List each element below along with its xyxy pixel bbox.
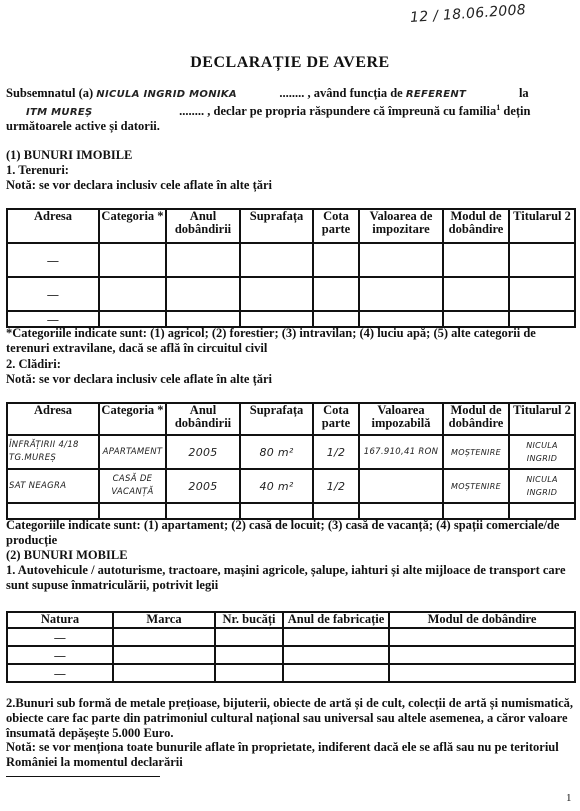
col-header: Marca: [113, 612, 215, 628]
table-cell: APARTAMENT: [99, 435, 166, 469]
building-category-note: Categoriile indicate sunt: (1) apartament; (2) casă de locuit; (3) casă de vacanță; (4) spații comerciale/de producție: [6, 518, 560, 547]
page-number: 1: [566, 792, 572, 804]
table-cell: [359, 469, 443, 503]
buildings-table-header: [7, 403, 575, 435]
table-cell: 167.910,41 RON: [359, 435, 443, 469]
col-header: Titularul 2: [509, 403, 575, 435]
table-cell: 2005: [166, 435, 240, 469]
intro-function-label: ........ , având funcția de: [279, 86, 403, 100]
table-cell: SAT NEAGRA: [7, 469, 99, 503]
col-header: Modul de dobândire: [389, 612, 575, 628]
table-row: [7, 503, 575, 519]
land-table-header: [7, 209, 575, 243]
section-heading-immovable: (1) BUNURI IMOBILE: [6, 148, 133, 162]
declarant-institution: ITM MUREȘ: [26, 107, 93, 119]
table-cell: 2005: [166, 469, 240, 503]
table-cell: ÎNFRĂȚIRII 4/18 TG.MUREȘ: [7, 435, 99, 469]
col-header: Anul dobândirii: [166, 403, 240, 435]
intro-declaration-end: dețin: [503, 104, 531, 119]
table-cell: 40 m²: [240, 469, 313, 503]
intro-label: Subsemnatul (a): [6, 86, 94, 100]
col-header: Cota parte: [313, 209, 359, 243]
table-row: [7, 277, 575, 311]
col-header: Suprafața: [240, 403, 313, 435]
declarant-function: REFERENT: [405, 89, 467, 100]
table-row: [7, 628, 575, 646]
table-cell: —: [7, 628, 113, 646]
table-cell: 80 m²: [240, 435, 313, 469]
table-cell: —: [7, 664, 113, 682]
section-heading-movable: (2) BUNURI MOBILE: [6, 548, 128, 562]
intro-line-1: [6, 86, 529, 101]
table-cell: 1/2: [313, 435, 359, 469]
col-header: Valoarea impozabilă: [359, 403, 443, 435]
col-header: Adresa: [7, 209, 99, 243]
intro-line-2: [6, 103, 530, 119]
table-row: [7, 243, 575, 277]
document-title: DECLARAȚIE DE AVERE: [190, 54, 390, 71]
subsection-valuables: 2.Bunuri sub formă de metale prețioase, bijuterii, obiecte de artă și de cult, colecții de artă și numismatică, obiecte care fac parte din patrimoniul cultural național sau universal sau altele asemenea, a căror valoare însumată depășește 5.000 Euro.: [6, 696, 574, 740]
table-cell: CASĂ DE VACANȚĂ: [99, 469, 166, 503]
table-cell: NICULA INGRID: [509, 435, 575, 469]
buildings-table: [6, 402, 576, 520]
col-header: Categoria *: [99, 403, 166, 435]
intro-institution-label: la: [518, 86, 529, 100]
intro-line-3: următoarele active și datorii.: [6, 119, 160, 133]
registration-stamp: 12 / 18.06.2008: [409, 1, 527, 27]
note-land: Notă: se vor declara inclusiv cele aflate în alte țări: [6, 178, 273, 192]
table-row: [7, 469, 575, 503]
col-header: Cota parte: [313, 403, 359, 435]
footnote-ref: 1: [496, 103, 501, 112]
land-table: [6, 208, 576, 328]
table-cell: —: [7, 243, 99, 277]
table-row: [7, 435, 575, 469]
col-header: Titularul 2: [509, 209, 575, 243]
table-cell: MOȘTENIRE: [443, 435, 509, 469]
col-header: Natura: [7, 612, 113, 628]
table-row: [7, 664, 575, 682]
vehicles-table-header: [7, 612, 575, 628]
table-cell: —: [7, 311, 99, 327]
note-valuables: Notă: se vor menționa toate bunurile aflate în proprietate, indiferent dacă ele se află sau nu pe teritoriul României la momentul declarării: [6, 740, 559, 769]
table-cell: NICULA INGRID: [509, 469, 575, 503]
col-header: Suprafața: [240, 209, 313, 243]
vehicles-table: [6, 611, 576, 683]
col-header: Modul de dobândire: [443, 209, 509, 243]
subsection-buildings: 2. Clădiri:: [6, 357, 61, 371]
subsection-land: 1. Terenuri:: [6, 163, 69, 177]
footnote-separator: [6, 776, 160, 777]
table-row: [7, 646, 575, 664]
col-header: Categoria *: [99, 209, 166, 243]
declarant-name: NICULA INGRID MONIKA: [96, 89, 237, 100]
col-header: Modul de dobândire: [443, 403, 509, 435]
col-header: Nr. bucăți: [215, 612, 283, 628]
col-header: Adresa: [7, 403, 99, 435]
col-header: Valoarea de impozitare: [359, 209, 443, 243]
subsection-vehicles: 1. Autovehicule / autoturisme, tractoare, mașini agricole, șalupe, iahturi și alte mijloace de transport care sunt supuse înmatriculării, potrivit legii: [6, 563, 566, 592]
land-category-note: *Categoriile indicate sunt: (1) agricol; (2) forestier; (3) intravilan; (4) luciu apă; (5) alte categorii de terenuri extravilane, dacă se află în circuitul civil: [6, 326, 536, 355]
table-cell: MOȘTENIRE: [443, 469, 509, 503]
table-row: [7, 311, 575, 327]
intro-declaration-text: ........ , declar pe propria răspundere că împreună cu familia: [179, 104, 497, 119]
col-header: Anul dobândirii: [166, 209, 240, 243]
col-header: Anul de fabricație: [283, 612, 389, 628]
table-cell: —: [7, 277, 99, 311]
note-buildings: Notă: se vor declara inclusiv cele aflate în alte țări: [6, 372, 273, 386]
table-cell: —: [7, 646, 113, 664]
table-cell: 1/2: [313, 469, 359, 503]
